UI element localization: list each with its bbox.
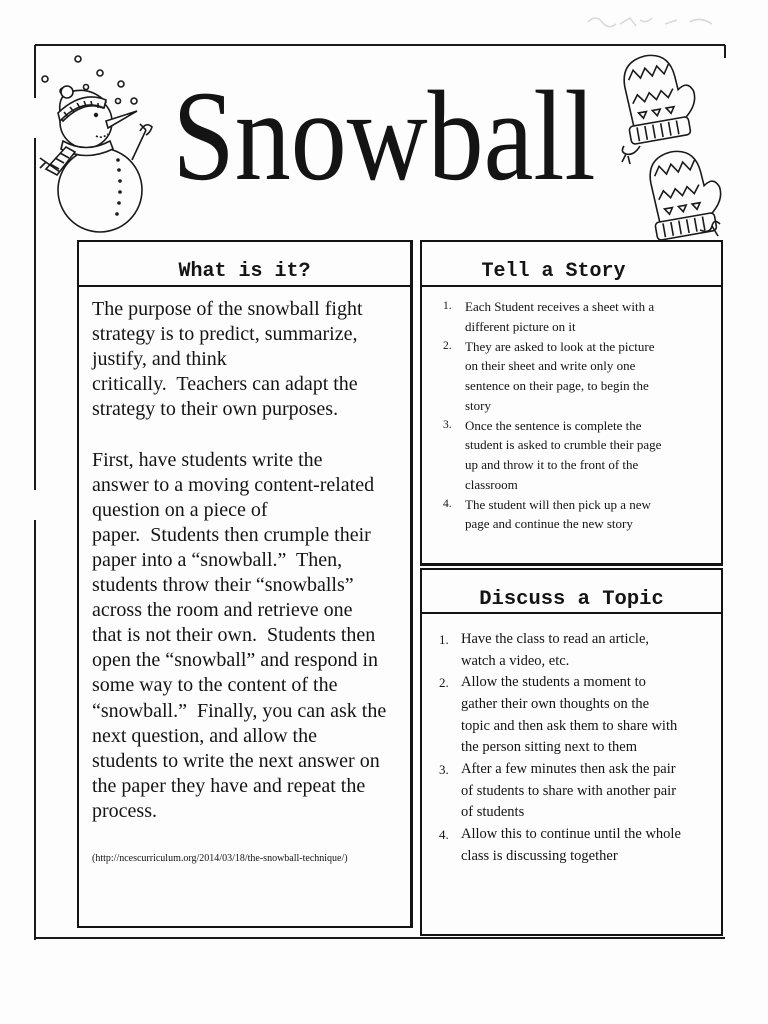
list-item-line: page and continue the new story xyxy=(465,516,633,532)
list-item-line: Allow the students a moment to xyxy=(461,674,646,691)
tell-a-story-section xyxy=(420,240,723,566)
section-heading: Tell a Story xyxy=(481,260,626,283)
paragraph-line: across the room and retrieve one xyxy=(92,599,353,622)
list-item xyxy=(439,824,681,867)
paragraph xyxy=(92,448,386,824)
paragraph-line: strategy is to predict, summarize, xyxy=(92,323,358,346)
paragraph-line: students throw their “snowballs” xyxy=(92,574,354,597)
numbered-list xyxy=(439,629,681,867)
paragraph-line: the paper they have and repeat the xyxy=(92,774,366,797)
list-item-line: story xyxy=(465,397,491,413)
list-item-line: watch a video, etc. xyxy=(461,652,570,669)
what-is-it-section xyxy=(77,240,413,928)
list-item-line: topic and then ask them to share with xyxy=(461,717,678,734)
section-header xyxy=(422,242,721,287)
list-number: 2. xyxy=(439,675,449,691)
list-item-line: class is discussing together xyxy=(461,847,618,864)
list-number: 3. xyxy=(443,418,452,431)
list-item-line: The student will then pick up a new xyxy=(465,496,651,512)
list-item-line: on their sheet and write only one xyxy=(465,358,636,374)
page-title: Snowball xyxy=(172,65,596,208)
paragraph-line: “snowball.” Finally, you can ask the xyxy=(92,699,387,722)
list-item-line: Allow this to continue until the whole xyxy=(461,825,681,842)
paragraph-line: First, have students write the xyxy=(92,448,323,471)
list-item-line: the person sitting next to them xyxy=(461,739,637,756)
list-item xyxy=(439,759,681,824)
paragraph xyxy=(92,297,363,422)
paragraph-line: critically. Teachers can adapt the xyxy=(92,373,358,396)
list-item-line: student is asked to crumble their page xyxy=(465,437,662,453)
list-item xyxy=(439,629,681,672)
list-item-line: Once the sentence is complete the xyxy=(465,417,642,433)
discuss-a-topic-section xyxy=(420,568,723,936)
list-item-line: Each Student receives a sheet with a xyxy=(465,299,655,314)
list-item-line: Have the class to read an article, xyxy=(461,631,650,647)
list-number: 4. xyxy=(439,826,449,842)
list-item xyxy=(443,416,661,495)
numbered-list xyxy=(443,297,661,534)
list-item xyxy=(443,297,661,337)
paragraph-line: strategy to their own purposes. xyxy=(92,398,339,421)
list-number: 1. xyxy=(439,632,449,647)
list-number: 1. xyxy=(443,300,452,312)
paragraph-line: paper. Students then crumple their xyxy=(92,523,371,546)
list-item-line: They are asked to look at the picture xyxy=(465,338,655,354)
list-item-line: gather their own thoughts on the xyxy=(461,695,650,712)
list-item-line: classroom xyxy=(465,476,518,492)
section-heading: Discuss a Topic xyxy=(479,588,664,611)
paragraph-line: The purpose of the snowball fight xyxy=(92,298,363,320)
list-number: 2. xyxy=(443,339,452,352)
paragraph-line: some way to the content of the xyxy=(92,674,338,697)
list-number: 3. xyxy=(439,761,449,777)
paragraph-line: process. xyxy=(92,799,157,822)
paragraph-line: open the “snowball” and respond in xyxy=(92,649,379,672)
paragraph-line: paper into a “snowball.” Then, xyxy=(92,548,343,571)
list-item-line: different picture on it xyxy=(465,318,576,334)
paragraph-line: justify, and think xyxy=(92,348,227,371)
list-item-line: of students to share with another pair xyxy=(461,782,677,799)
paragraph-line: that is not their own. Students then xyxy=(92,624,376,647)
section-header xyxy=(79,242,410,287)
paragraph-line: students to write the next answer on xyxy=(92,749,380,772)
list-item-line: of students xyxy=(461,804,525,821)
source-citation: (http://ncescurriculum.org/2014/03/18/the-snowball-technique/) xyxy=(92,853,348,864)
paragraph-line: next question, and allow the xyxy=(92,724,317,747)
section-heading: What is it? xyxy=(178,260,311,283)
list-item-line: up and throw it to the front of the xyxy=(465,457,639,472)
list-item-line: sentence on their page, to begin the xyxy=(465,378,649,393)
list-item-line: After a few minutes then ask the pair xyxy=(461,760,676,777)
list-number: 4. xyxy=(443,497,452,510)
list-item xyxy=(443,337,661,416)
list-item xyxy=(439,672,681,759)
paragraph-line: answer to a moving content-related xyxy=(92,473,375,496)
section-header xyxy=(422,570,721,614)
paragraph-line: question on a piece of xyxy=(92,498,268,521)
list-item xyxy=(443,495,661,535)
